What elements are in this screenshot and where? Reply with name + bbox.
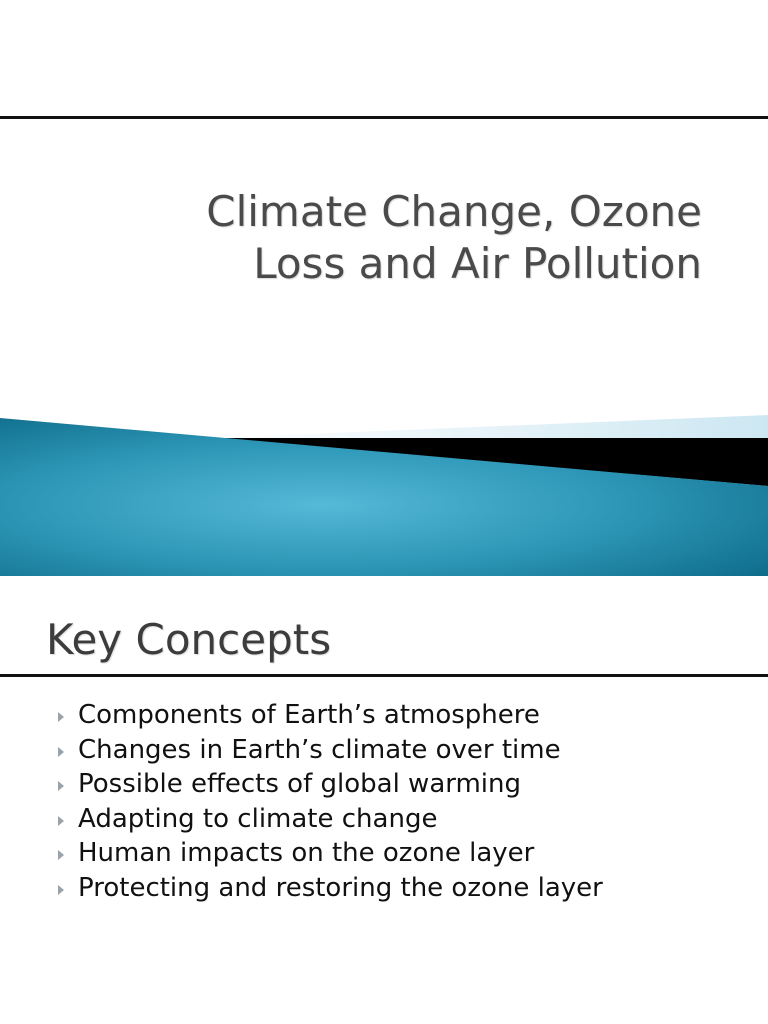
triangle-right-icon <box>58 885 64 895</box>
decorative-banner <box>0 410 768 576</box>
light-teal-band <box>210 415 768 438</box>
triangle-right-icon <box>58 712 64 722</box>
heading-divider <box>0 674 768 677</box>
slide-title-line-1: Climate Change, Ozone <box>206 187 702 236</box>
slide-title-line-2: Loss and Air Pollution <box>253 239 702 288</box>
triangle-right-icon <box>58 781 64 791</box>
triangle-right-icon <box>58 850 64 860</box>
slide-title <box>62 186 702 290</box>
list-item <box>52 871 603 906</box>
concept-list <box>52 698 603 906</box>
list-item <box>52 802 603 837</box>
slide-heading: Key Concepts <box>46 615 332 664</box>
list-item <box>52 733 603 768</box>
triangle-right-icon <box>58 747 64 757</box>
key-concepts-slide <box>0 578 768 1024</box>
list-item <box>52 836 603 871</box>
list-item-text: Human impacts on the ozone layer <box>78 838 535 869</box>
list-item <box>52 698 603 733</box>
top-divider <box>0 116 768 119</box>
list-item-text: Protecting and restoring the ozone layer <box>78 872 603 903</box>
list-item-text: Possible effects of global warming <box>78 769 522 800</box>
triangle-right-icon <box>58 816 64 826</box>
list-item-text: Components of Earth’s atmosphere <box>78 700 540 730</box>
list-item-text: Adapting to climate change <box>78 803 438 834</box>
list-item <box>52 767 603 802</box>
list-item-text: Changes in Earth’s climate over time <box>78 734 561 765</box>
